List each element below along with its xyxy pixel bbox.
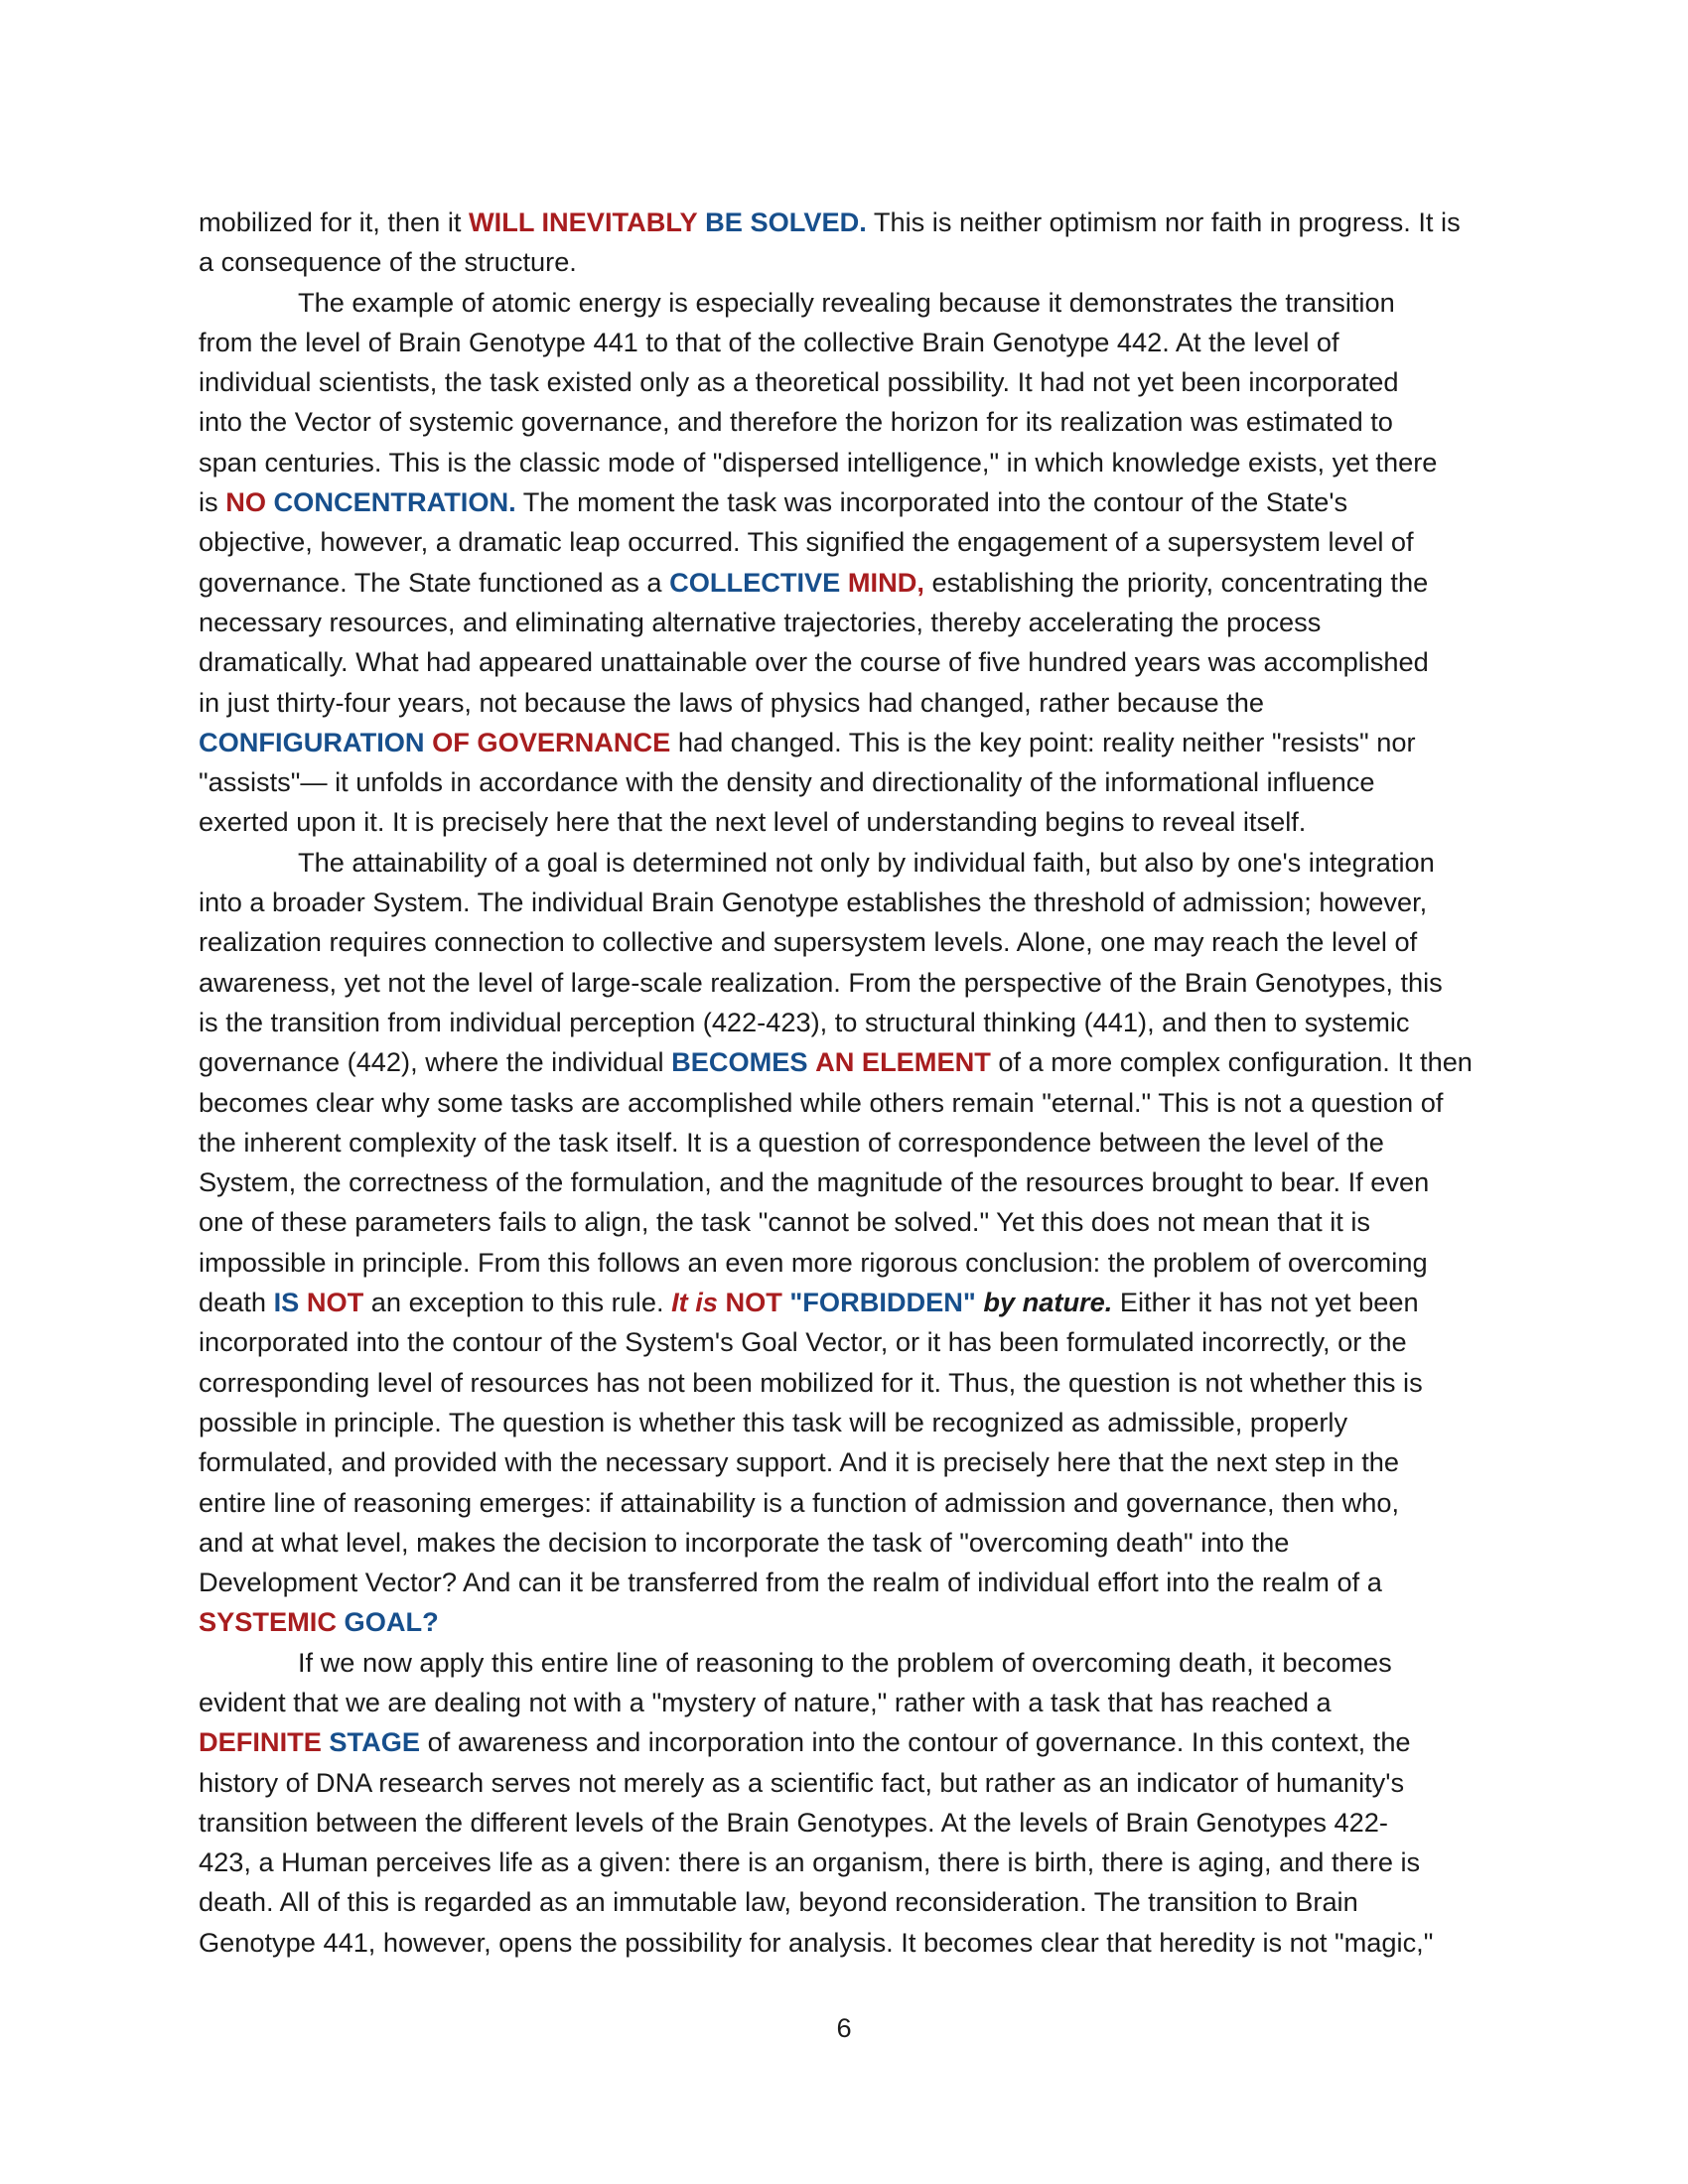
text-line: necessary resources, and eliminating alternative trajectories, thereby accelerating the process [199, 606, 1322, 637]
text-line: impossible in principle. From this follows an even more rigorous conclusion: the problem of overcoming [199, 1246, 1428, 1278]
text-line: is the transition from individual perception (422-423), to structural thinking (441), and then to systemic [199, 1006, 1410, 1037]
text-line: possible in principle. The question is whether this task will be recognized as admissible, properly [199, 1406, 1348, 1437]
paragraph-start-line: The attainability of a goal is determined not only by individual faith, but also by one's integration [298, 846, 1435, 878]
text-line: governance. The State functioned as a COLLECTIVE MIND, establishing the priority, concentrating the [199, 566, 1429, 598]
text-line: evident that we are dealing not with a "mystery of nature," rather with a task that has reached a [199, 1686, 1332, 1717]
text-line: System, the correctness of the formulation, and the magnitude of the resources brought to bear. If even [199, 1166, 1430, 1198]
text-line: a consequence of the structure. [199, 246, 577, 278]
text-line: exerted upon it. It is precisely here that the next level of understanding begins to reveal itself. [199, 806, 1307, 838]
text-line: corresponding level of resources has not been mobilized for it. Thus, the question is not whether this is [199, 1366, 1423, 1398]
paragraph-start-line: The example of atomic energy is especially revealing because it demonstrates the transition [298, 286, 1395, 318]
text-line: from the level of Brain Genotype 441 to that of the collective Brain Genotype 442. At the level of [199, 326, 1339, 357]
text-line: one of these parameters fails to align, the task "cannot be solved." Yet this does not mean that it is [199, 1206, 1371, 1238]
text-line: dramatically. What had appeared unattainable over the course of five hundred years was accomplished [199, 646, 1429, 678]
text-line: 423, a Human perceives life as a given: there is an organism, there is birth, there is aging, and there is [199, 1846, 1421, 1878]
text-line: transition between the different levels of the Brain Genotypes. At the levels of Brain Genotypes 422- [199, 1806, 1388, 1838]
text-line: into the Vector of systemic governance, and therefore the horizon for its realization was estimated to [199, 406, 1393, 438]
text-line: incorporated into the contour of the System's Goal Vector, or it has been formulated incorrectly, or the [199, 1326, 1407, 1358]
text-line: mobilized for it, then it WILL INEVITABLY BE SOLVED. This is neither optimism nor faith in progress. It is [199, 206, 1461, 237]
text-line: entire line of reasoning emerges: if attainability is a function of admission and governance, then who, [199, 1486, 1400, 1518]
text-line: death IS NOT an exception to this rule. It is NOT "FORBIDDEN" by nature. Either it has not yet been [199, 1287, 1419, 1318]
text-line: the inherent complexity of the task itself. It is a question of correspondence between the level of the [199, 1126, 1384, 1158]
text-line: awareness, yet not the level of large-scale realization. From the perspective of the Brain Genotypes, this [199, 966, 1443, 998]
text-line: governance (442), where the individual BECOMES AN ELEMENT of a more complex configuration. It then [199, 1046, 1473, 1078]
text-line: formulated, and provided with the necessary support. And it is precisely here that the next step in the [199, 1446, 1400, 1478]
paragraph-start-line: If we now apply this entire line of reasoning to the problem of overcoming death, it becomes [298, 1646, 1392, 1678]
text-line: history of DNA research serves not merely as a scientific fact, but rather as an indicator of humanity's [199, 1766, 1405, 1798]
text-line: becomes clear why some tasks are accomplished while others remain "eternal." This is not a question of [199, 1086, 1444, 1118]
page-number: 6 [836, 2012, 852, 2043]
text-line: CONFIGURATION OF GOVERNANCE had changed. This is the key point: reality neither "resists" nor [199, 726, 1416, 757]
text-line: span centuries. This is the classic mode of "dispersed intelligence," in which knowledge exists, yet there [199, 446, 1438, 478]
text-line: realization requires connection to collective and supersystem levels. Alone, one may reach the level of [199, 926, 1418, 958]
text-line: Development Vector? And can it be transferred from the realm of individual effort into the realm of a [199, 1567, 1382, 1598]
text-line: SYSTEMIC GOAL? [199, 1606, 439, 1638]
text-line: in just thirty-four years, not because the laws of physics had changed, rather because the [199, 686, 1265, 718]
text-line: into a broader System. The individual Brain Genotype establishes the threshold of admission; however, [199, 887, 1428, 918]
text-line: Genotype 441, however, opens the possibility for analysis. It becomes clear that heredity is not "magic," [199, 1926, 1434, 1958]
text-line: is NO CONCENTRATION. The moment the task was incorporated into the contour of the State's [199, 486, 1348, 518]
text-line: "assists"— it unfolds in accordance with the density and directionality of the informational influence [199, 766, 1375, 798]
text-line: individual scientists, the task existed only as a theoretical possibility. It had not yet been incorporated [199, 366, 1399, 398]
body-text [199, 203, 1501, 1963]
text-line: and at what level, makes the decision to incorporate the task of "overcoming death" into the [199, 1526, 1290, 1558]
text-line: death. All of this is regarded as an immutable law, beyond reconsideration. The transition to Brain [199, 1886, 1358, 1918]
text-line: DEFINITE STAGE of awareness and incorporation into the contour of governance. In this context, the [199, 1726, 1411, 1758]
text-line: objective, however, a dramatic leap occurred. This signified the engagement of a supersystem level of [199, 526, 1414, 558]
